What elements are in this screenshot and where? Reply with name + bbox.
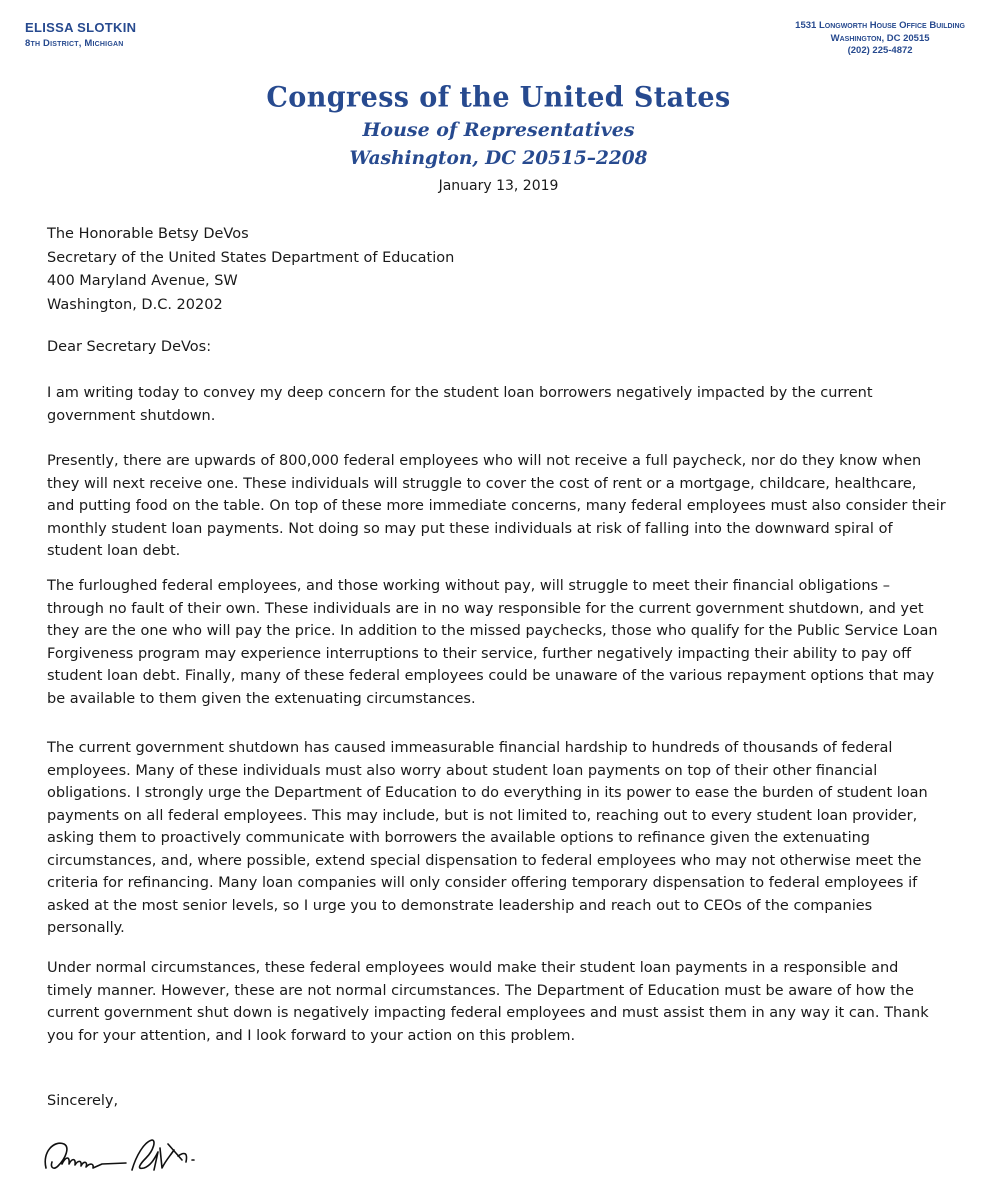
sender-name: ELISSA SLOTKIN — [25, 20, 137, 35]
letterhead-city: Washington, DC 20515–2208 — [349, 148, 648, 169]
recipient-name: The Honorable Betsy DeVos — [47, 226, 249, 242]
body-paragraph-5 — [47, 957, 947, 1047]
recipient-city: Washington, D.C. 20202 — [47, 296, 223, 313]
closing: Sincerely, — [47, 1093, 119, 1109]
paragraph-text: I am writing today to convey my deep concern for the student loan borrowers negatively impacted by the current government shutdown. — [47, 385, 873, 424]
body-paragraph-3 — [47, 575, 947, 710]
signature — [36, 1130, 226, 1190]
body-paragraph-1 — [47, 382, 947, 427]
body-paragraph-2 — [47, 450, 947, 563]
recipient-title: Secretary of the United States Department of Education — [47, 249, 455, 266]
office-phone: (202) 225-4872 — [847, 45, 913, 56]
sender-block — [25, 20, 136, 49]
salutation: Dear Secretary DeVos: — [47, 339, 212, 355]
letterhead — [0, 82, 997, 169]
letterhead-congress: Congress of the United States — [266, 81, 731, 114]
paragraph-text: Under normal circumstances, these federal employees would make their student loan payments in a responsible and timely manner. However, these are not normal circumstances. The Department of Education must be aware of how the current government shut down is negatively impacting federal employees and must assist them in any way it can. Thank you for your attention, and I look forward to your action on this problem. — [47, 960, 929, 1044]
office-address-block — [795, 20, 965, 58]
paragraph-text: The furloughed federal employees, and those working without pay, will struggle to meet their financial obligations – through no fault of their own. These individuals are in no way responsible for the current government shutdown, and yet they are the one who will pay the price. In addition to the missed paychecks, those who qualify for the Public Service Loan Forgiveness program may experience interruptions to their service, further negatively impacting their ability to pay off student loan debt. Finally, many of these federal employees could be unaware of the various repayment options that may be available to them given the extenuating circumstances. — [47, 578, 938, 707]
paragraph-text: Presently, there are upwards of 800,000 federal employees who will not receive a full paycheck, nor do they know when they will next receive one. These individuals will struggle to cover the cost of rent or a mortgage, childcare, healthcare, and putting food on the table. On top of these more immediate concerns, many federal employees must also consider their monthly student loan payments. Not doing so may put these individuals at risk of falling into the downward spiral of student loan debt. — [47, 453, 946, 559]
recipient-street: 400 Maryland Avenue, SW — [47, 273, 238, 289]
office-city-line: Washington, DC 20515 — [830, 32, 930, 44]
paragraph-text: The current government shutdown has caused immeasurable financial hardship to hundreds of thousands of federal employees. Many of these individuals must also worry about student loan payments on top of their other financial obligations. I strongly urge the Department of Education to do everything in its power to ease the burden of student loan payments on all federal employees. This may include, but is not limited to, reaching out to every student loan provider, asking them to proactively communicate with borrowers the available options to refinance given the extenuating circumstances, and, where possible, extend special dispensation to federal employees who may not otherwise meet the criteria for refinancing. Many loan companies will only consider offering temporary dispensation to federal employees if asked at the most senior levels, so I urge you to demonstrate leadership and reach out to CEOs of the companies personally. — [47, 740, 928, 936]
recipient-block — [47, 223, 454, 317]
body-paragraph-4 — [47, 737, 947, 940]
office-address-line: 1531 Longworth House Office Building — [795, 20, 965, 31]
signature-scribble — [36, 1130, 226, 1186]
letterhead-house: House of Representatives — [362, 119, 635, 141]
letter-date: January 13, 2019 — [438, 178, 559, 194]
sender-district: 8th District, Michigan — [25, 38, 124, 49]
